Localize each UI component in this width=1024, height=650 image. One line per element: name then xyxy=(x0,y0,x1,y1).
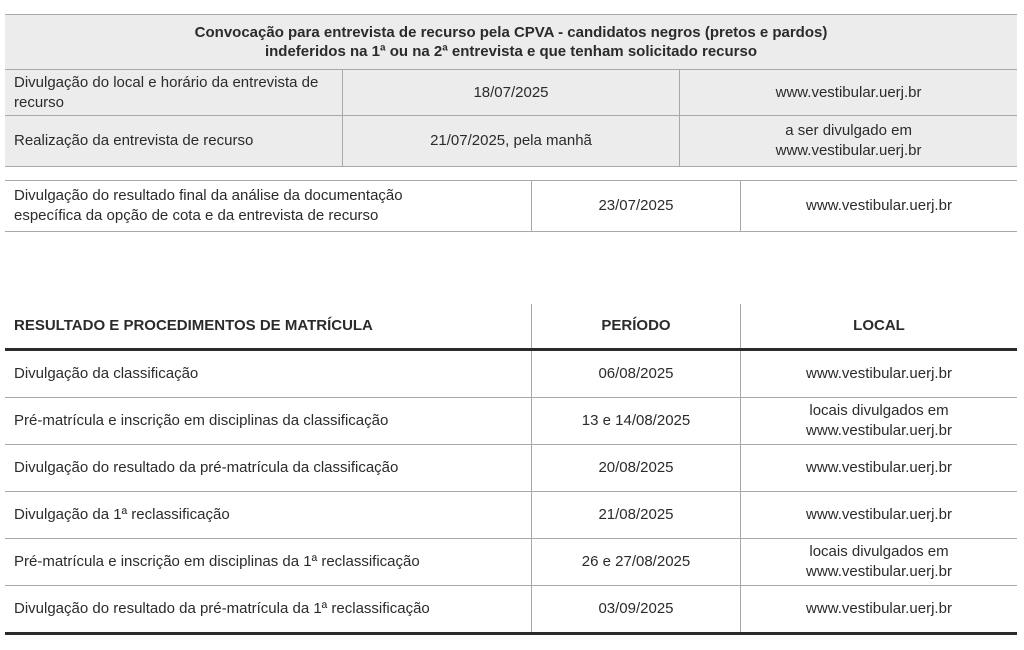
table-row xyxy=(5,181,1017,232)
enrollment-table xyxy=(5,304,1017,635)
table-row xyxy=(5,350,1017,398)
header-period: PERÍODO xyxy=(532,304,741,350)
table-row xyxy=(5,539,1017,586)
header-local: LOCAL xyxy=(741,304,1018,350)
row-description-line1: Divulgação do resultado final da análise da documentação xyxy=(14,187,403,204)
row-date: 26 e 27/08/2025 xyxy=(532,539,741,586)
table-row xyxy=(5,492,1017,539)
row-date: 03/09/2025 xyxy=(532,586,741,634)
row-date: 13 e 14/08/2025 xyxy=(532,398,741,445)
row-description: Divulgação da 1ª reclassificação xyxy=(5,492,532,539)
row-description: Divulgação da classificação xyxy=(5,350,532,398)
row-local xyxy=(741,539,1018,586)
row-local-line1: locais divulgados em xyxy=(809,543,949,560)
row-local: www.vestibular.uerj.br xyxy=(741,586,1018,634)
row-date: 21/08/2025 xyxy=(532,492,741,539)
row-date: 20/08/2025 xyxy=(532,445,741,492)
section-title-line2: indeferidos na 1ª ou na 2ª entrevista e que tenham solicitado recurso xyxy=(264,43,758,60)
final-result-table xyxy=(5,180,1017,232)
row-date: 18/07/2025 xyxy=(342,70,679,116)
row-local-line2: www.vestibular.uerj.br xyxy=(775,142,922,159)
row-date: 21/07/2025, pela manhã xyxy=(342,116,679,167)
table-header xyxy=(5,304,1017,350)
row-description: Pré-matrícula e inscrição em disciplinas da 1ª reclassificação xyxy=(5,539,532,586)
row-local xyxy=(741,398,1018,445)
row-local: www.vestibular.uerj.br xyxy=(741,350,1018,398)
row-local: www.vestibular.uerj.br xyxy=(741,181,1018,232)
table-row xyxy=(5,70,1017,116)
row-description: Pré-matrícula e inscrição em disciplinas da classificação xyxy=(5,398,532,445)
row-description xyxy=(5,181,532,232)
row-local: www.vestibular.uerj.br xyxy=(741,492,1018,539)
table-row xyxy=(5,586,1017,634)
header-procedures: RESULTADO E PROCEDIMENTOS DE MATRÍCULA xyxy=(5,304,532,350)
row-description: Divulgação do resultado da pré-matrícula da classificação xyxy=(5,445,532,492)
row-date: 06/08/2025 xyxy=(532,350,741,398)
section-title xyxy=(5,15,1017,70)
row-date: 23/07/2025 xyxy=(532,181,741,232)
interview-appeal-table xyxy=(5,14,1017,167)
section-title-line1: Convocação para entrevista de recurso pela CPVA - candidatos negros (pretos e pardos) xyxy=(194,24,828,41)
row-description: Divulgação do resultado da pré-matrícula da 1ª reclassificação xyxy=(5,586,532,634)
row-local: www.vestibular.uerj.br xyxy=(680,70,1017,116)
table-row xyxy=(5,445,1017,492)
table-row xyxy=(5,398,1017,445)
row-local-line1: locais divulgados em xyxy=(809,402,949,419)
row-description: Realização da entrevista de recurso xyxy=(5,116,342,167)
row-description: Divulgação do local e horário da entrevista de recurso xyxy=(5,70,342,116)
row-local xyxy=(680,116,1017,167)
table-row xyxy=(5,116,1017,167)
row-local-line1: a ser divulgado em xyxy=(785,122,912,139)
row-local-line2: www.vestibular.uerj.br xyxy=(806,563,952,580)
row-description-line2: específica da opção de cota e da entrevista de recurso xyxy=(14,207,379,224)
row-local: www.vestibular.uerj.br xyxy=(741,445,1018,492)
row-local-line2: www.vestibular.uerj.br xyxy=(806,422,952,439)
